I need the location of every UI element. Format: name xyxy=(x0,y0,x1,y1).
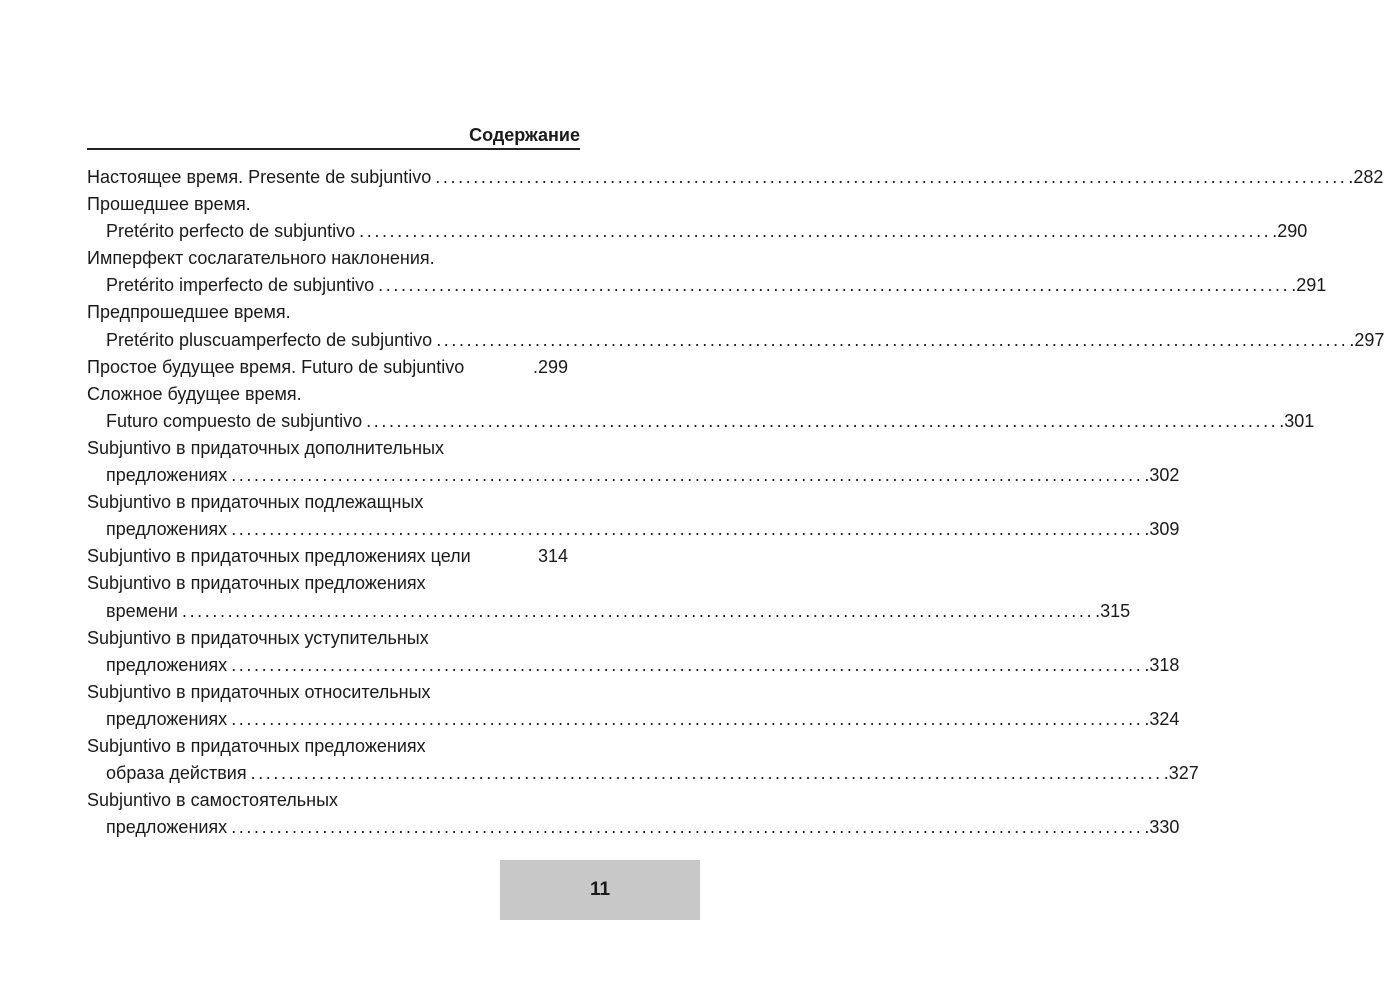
toc-page-number: .318 xyxy=(1144,654,1180,675)
toc-entry-title: Сложное будущее время. xyxy=(87,383,302,404)
toc-entry-continuation[interactable] xyxy=(87,652,1180,679)
toc-entry-title: Subjuntivo в придаточных дополнительных xyxy=(87,437,445,458)
toc-entry-title: Subjuntivo в придаточных уступительных xyxy=(87,627,429,648)
toc-entry-continuation[interactable] xyxy=(87,408,1315,435)
toc-entry xyxy=(87,570,568,597)
toc-entry-title: Простое будущее время. Futuro de subjuntivo xyxy=(87,356,465,377)
toc-entry-title: образа действия xyxy=(106,763,247,784)
table-of-contents xyxy=(87,164,1384,841)
toc-entry-title: Subjuntivo в придаточных относительных xyxy=(87,681,431,702)
toc-entry xyxy=(87,299,568,326)
dot-leader: ........................................................................................................................ xyxy=(231,519,1144,540)
toc-entry-title: Предпрошедшее время. xyxy=(87,302,291,323)
toc-entry-title: Настоящее время. Presente de subjuntivo xyxy=(87,167,432,187)
toc-entry-continuation[interactable] xyxy=(87,598,1131,625)
page-number: 11 xyxy=(589,879,611,900)
toc-entry[interactable] xyxy=(87,164,1384,191)
toc-page-number: .297 xyxy=(1349,329,1384,350)
dot-leader: ........................................................................................................................ xyxy=(250,763,1163,784)
running-header xyxy=(87,118,580,150)
dot-leader: ........................................................................................................................ xyxy=(378,275,1291,296)
toc-entry-title: Subjuntivo в придаточных предложениях цели xyxy=(87,546,471,567)
toc-entry-title: Pretérito imperfecto de subjuntivo xyxy=(106,275,375,296)
toc-entry-title: предложениях xyxy=(106,708,228,729)
toc-entry xyxy=(87,191,568,218)
toc-page-number: .309 xyxy=(1144,519,1180,540)
toc-entry[interactable] xyxy=(87,543,568,570)
toc-page-number: .301 xyxy=(1279,410,1315,431)
toc-page-number: .327 xyxy=(1163,763,1199,784)
dot-leader: ........................................................................................................................ xyxy=(231,465,1144,486)
toc-entry-title: предложениях xyxy=(106,817,228,838)
toc-entry-title: Subjuntivo в придаточных предложениях xyxy=(87,573,426,594)
toc-entry[interactable] xyxy=(87,354,568,381)
toc-entry-continuation[interactable] xyxy=(87,327,1384,354)
toc-entry-title: Имперфект сослагательного наклонения. xyxy=(87,248,435,269)
dot-leader: ........................................................................................................................ xyxy=(435,167,1348,187)
toc-entry xyxy=(87,625,568,652)
toc-entry-title: Futuro compuesto de subjuntivo xyxy=(106,410,363,431)
toc-entry-title: времени xyxy=(106,600,178,621)
toc-entry-continuation[interactable] xyxy=(87,706,1180,733)
dot-leader: ........................................................................................................................ xyxy=(366,410,1279,431)
toc-entry xyxy=(87,787,568,814)
toc-page-number: .291 xyxy=(1291,275,1327,296)
dot-leader: ........................................................................................................................ xyxy=(436,329,1349,350)
toc-entry xyxy=(87,679,568,706)
toc-entry xyxy=(87,489,568,516)
dot-leader: ........................................................................................................................ xyxy=(231,654,1144,675)
toc-entry-continuation[interactable] xyxy=(87,462,1180,489)
dot-leader: ........................................................................................................................ xyxy=(359,221,1272,242)
toc-page-number: .282 xyxy=(1348,167,1384,187)
toc-page-number: .290 xyxy=(1272,221,1308,242)
toc-entry-continuation[interactable] xyxy=(87,272,1327,299)
toc-entry-title: Pretérito pluscuamperfecto de subjuntivo xyxy=(106,329,433,350)
toc-entry-continuation[interactable] xyxy=(87,218,1308,245)
toc-page-number: 314 xyxy=(537,546,568,567)
header-title: Содержание xyxy=(469,125,580,145)
dot-leader: ........................................................................................................................ xyxy=(231,817,1144,838)
toc-entry-continuation[interactable] xyxy=(87,760,1199,787)
toc-entry-title: предложениях xyxy=(106,654,228,675)
toc-entry xyxy=(87,733,568,760)
toc-entry-title: Прошедшее время. xyxy=(87,194,251,215)
toc-entry-title: предложениях xyxy=(106,465,228,486)
toc-entry-continuation[interactable] xyxy=(87,516,1180,543)
toc-page-number: .330 xyxy=(1144,817,1180,838)
toc-entry xyxy=(87,381,568,408)
page-number-tab xyxy=(500,860,700,920)
toc-entry-title: Pretérito perfecto de subjuntivo xyxy=(106,221,356,242)
dot-leader: ........................................................................................................................ xyxy=(181,600,1095,621)
toc-entry xyxy=(87,245,568,272)
toc-entry-title: Subjuntivo в придаточных предложениях xyxy=(87,735,426,756)
toc-entry-title: Subjuntivo в самостоятельных xyxy=(87,790,339,811)
toc-entry-title: Subjuntivo в придаточных подлежащных xyxy=(87,492,424,513)
toc-page-number: .315 xyxy=(1095,600,1131,621)
toc-page-number: .302 xyxy=(1144,465,1180,486)
toc-page-number: .324 xyxy=(1144,708,1180,729)
toc-entry xyxy=(87,435,568,462)
toc-entry-title: предложениях xyxy=(106,519,228,540)
toc-entry-continuation[interactable] xyxy=(87,814,1180,841)
dot-leader: ........................................................................................................................ xyxy=(231,708,1144,729)
toc-page-number: .299 xyxy=(532,356,568,377)
